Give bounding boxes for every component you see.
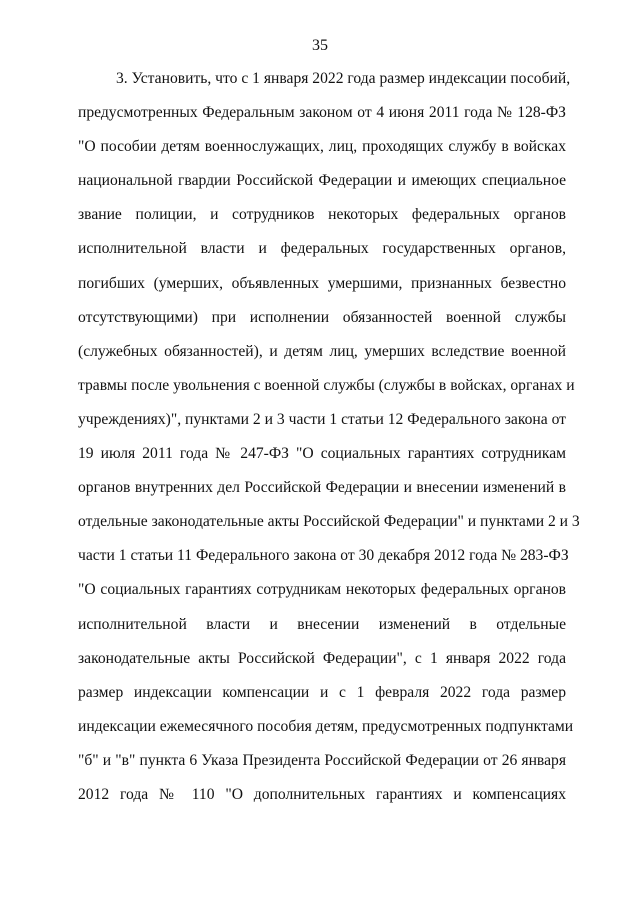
text-line: (служебных обязанностей), и детям лиц, умерших вследствие военной [78,342,566,360]
text-line: погибших (умерших, объявленных умершими, признанных безвестно [78,274,566,292]
text-line: размер индексации компенсации и с 1 февраля 2022 года размер [78,683,566,701]
text-line: отдельные законодательные акты Российской Федерации" и пунктами 2 и 3 [78,513,580,531]
text-line: 19 июля 2011 года № 247-ФЗ "О социальных гарантиях сотрудникам [78,445,566,463]
text-line: звание полиции, и сотрудников некоторых федеральных органов [78,206,566,224]
text-line: части 1 статьи 11 Федерального закона от 30 декабря 2012 года № 283-ФЗ [78,547,569,565]
text-line: индексации ежемесячного пособия детям, предусмотренных подпунктами [78,717,574,735]
text-line: отсутствующими) при исполнении обязанностей военной службы [78,308,566,326]
text-line: травмы после увольнения с военной службы (службы в войсках, органах и [78,376,575,394]
page-number: 35 [312,37,328,54]
text-line: законодательные акты Российской Федерации", с 1 января 2022 года [78,649,566,667]
text-line: "б" и "в" пункта 6 Указа Президента Российской Федерации от 26 января [78,751,566,769]
text-line: национальной гвардии Российской Федерации и имеющих специальное [78,172,566,190]
text-line: "О социальных гарантиях сотрудникам некоторых федеральных органов [78,581,566,599]
text-line: органов внутренних дел Российской Федерации и внесении изменений в [78,479,566,497]
text-line: исполнительной власти и федеральных государственных органов, [78,240,566,258]
text-line: учреждениях)", пунктами 2 и 3 части 1 статьи 12 Федерального закона от [78,410,566,428]
text-line: предусмотренных Федеральным законом от 4 июня 2011 года № 128-ФЗ [78,104,566,122]
text-line: 3. Установить, что с 1 января 2022 года размер индексации пособий, [116,70,571,87]
body-text [78,62,580,812]
text-line: "О пособии детям военнослужащих, лиц, проходящих службу в войсках [78,138,566,156]
text-line: исполнительной власти и внесении изменений в отдельные [78,615,566,633]
text-line: 2012 года № 110 "О дополнительных гарантиях и компенсациях [78,785,566,803]
